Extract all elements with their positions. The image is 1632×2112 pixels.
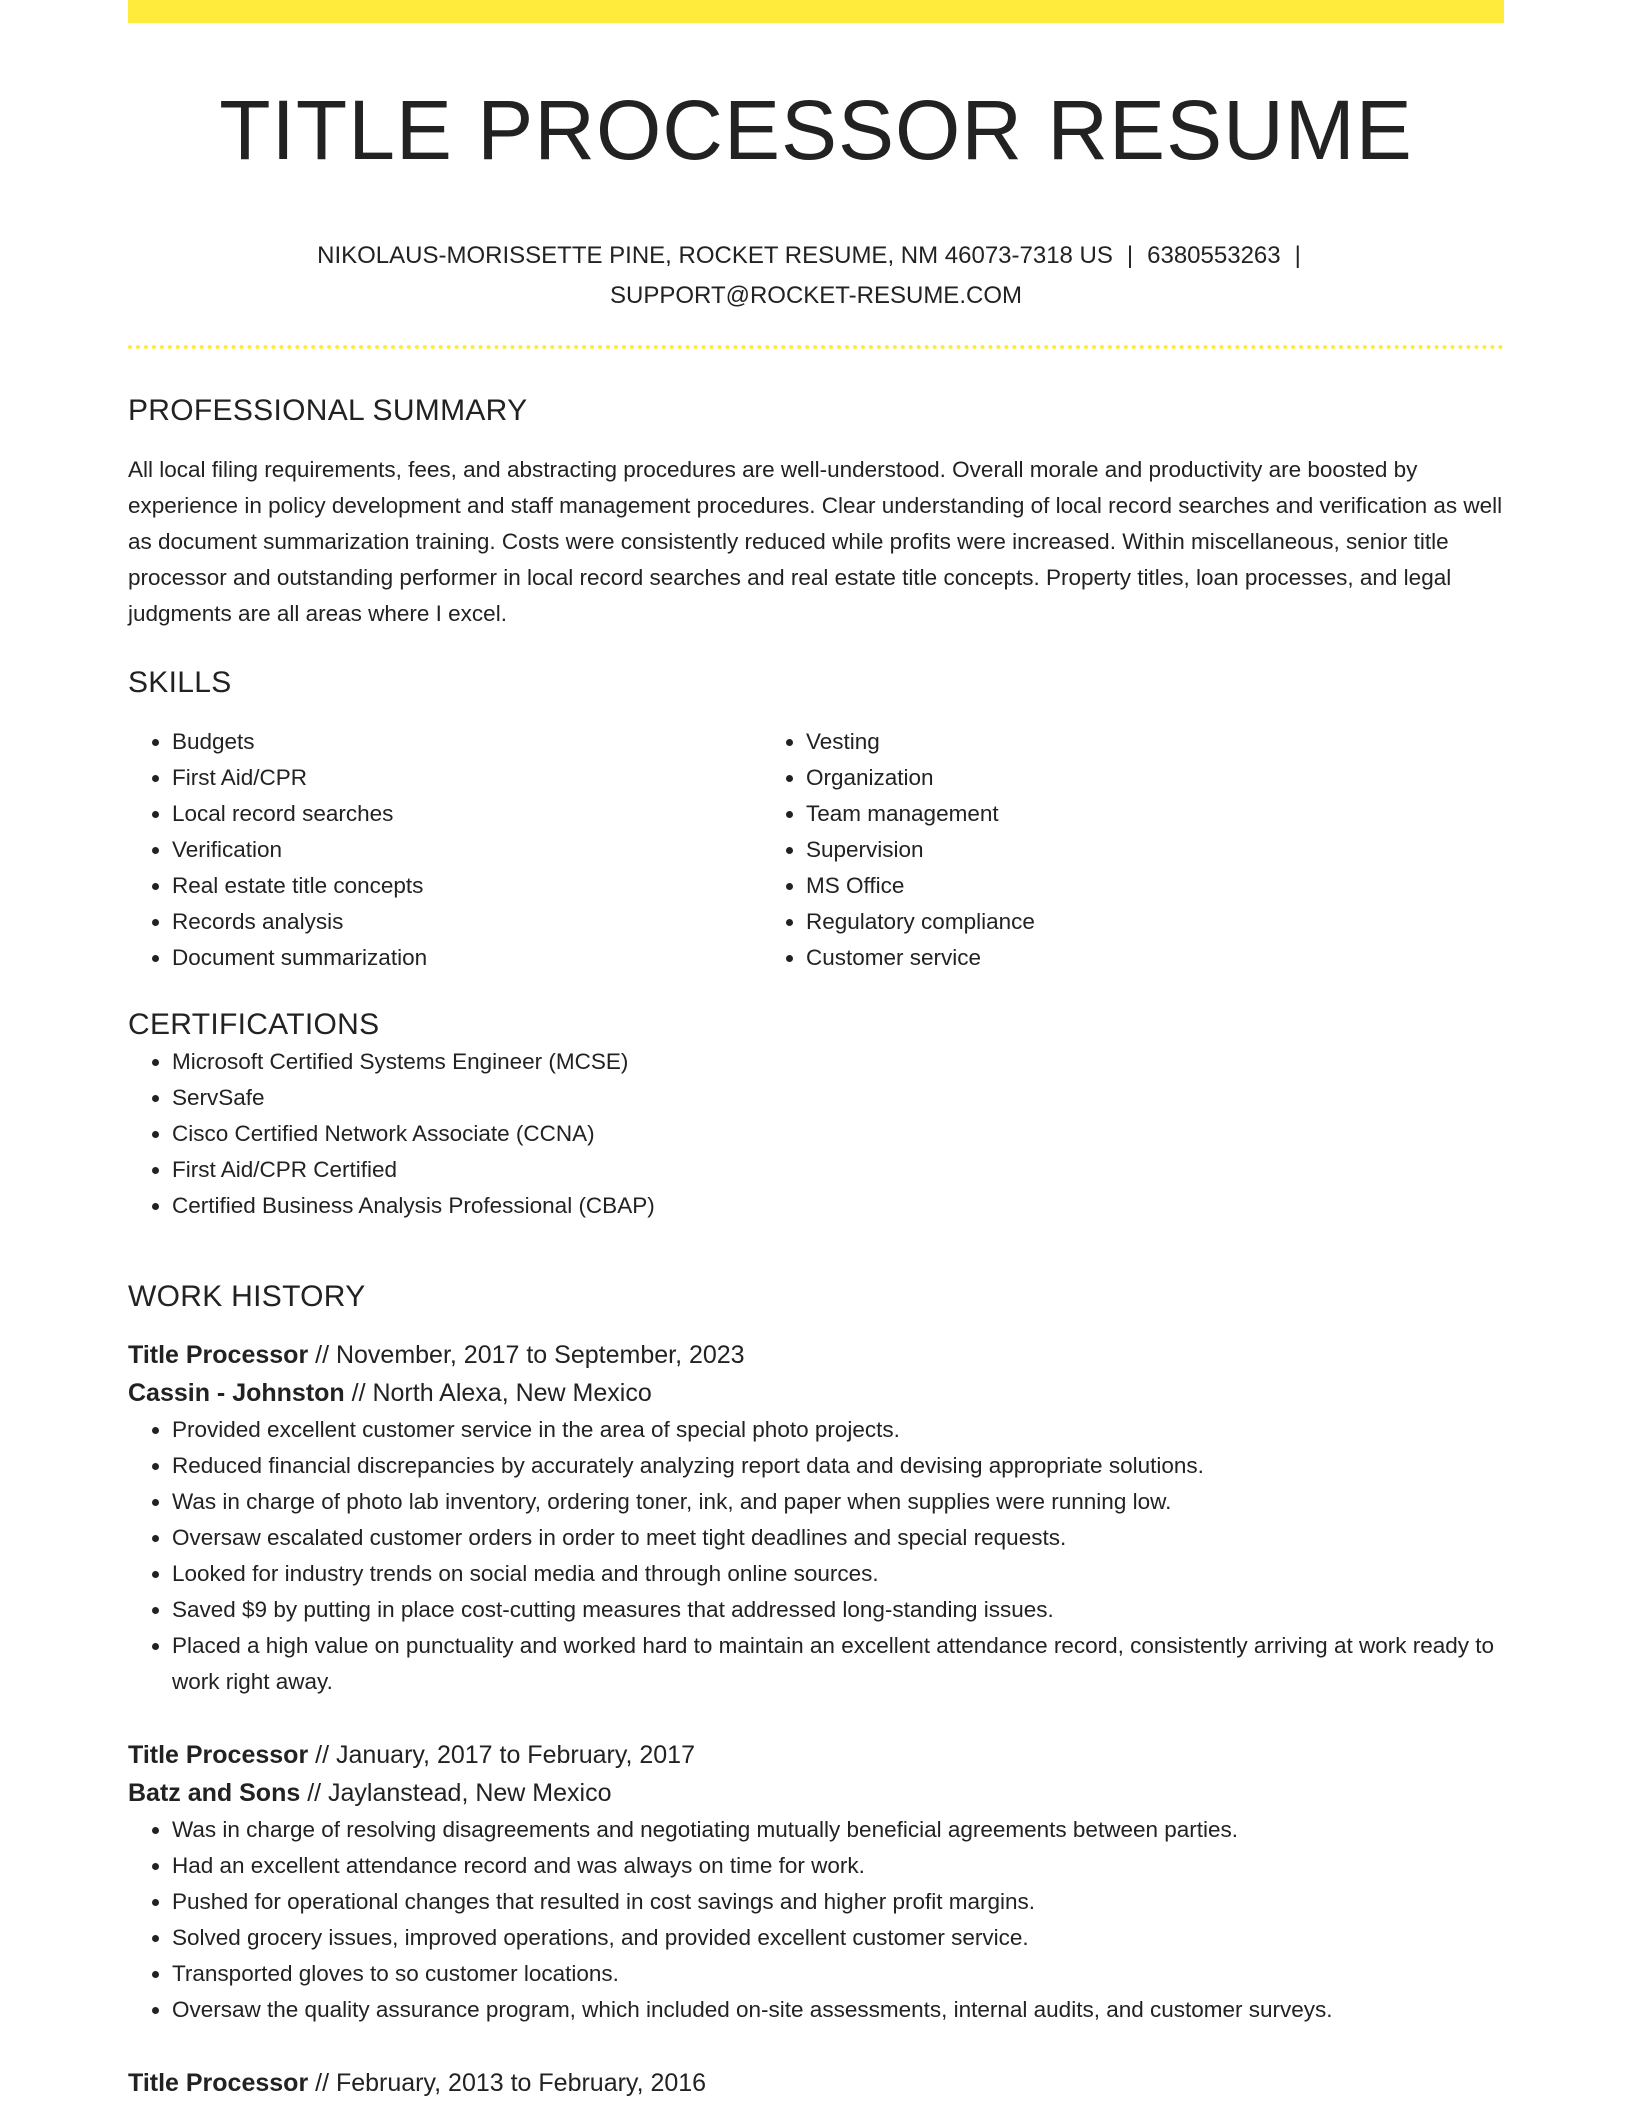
contact-email: SUPPORT@ROCKET-RESUME.COM: [610, 282, 1022, 309]
job-title: Title Processor: [128, 1341, 309, 1369]
certification-item: • Cisco Certified Network Associate (CCNA): [172, 1116, 1504, 1152]
work-history-section: [128, 1278, 1504, 2102]
summary-text: All local filing requirements, fees, and abstracting procedures are well-understood. Overall morale and productivity are boosted by experience in policy development and staff management procedures. Clear understanding of local record searches and verification as well as document summarization training. Costs were consistently reduced while profits were increased. Within miscellaneous, senior title processor and outstanding performer in local record searches and real estate title concepts. Property titles, loan processes, and legal judgments are all areas where I excel.: [128, 457, 1503, 626]
skills-section: [128, 664, 1504, 976]
certification-item: • Microsoft Certified Systems Engineer (MCSE): [172, 1044, 1504, 1080]
skill-item: • Organization: [806, 760, 1396, 796]
job-title-line: [128, 2064, 1504, 2102]
job-location: // Jaylanstead, New Mexico: [300, 1779, 612, 1807]
job-bullet: • Was in charge of photo lab inventory, ordering toner, ink, and paper when supplies were running low.: [172, 1484, 1504, 1520]
job-bullet: • Transported gloves to so customer locations.: [172, 1956, 1504, 1992]
certification-item: • Certified Business Analysis Professional (CBAP): [172, 1188, 1504, 1224]
top-accent-bar: [128, 0, 1504, 23]
job-company: Cassin - Johnston: [128, 1379, 345, 1407]
job-bullets: [128, 1412, 1504, 1700]
skills-columns: [128, 724, 1504, 976]
job-bullet: • Had an excellent attendance record and was always on time for work.: [172, 1848, 1504, 1884]
skill-item: • Vesting: [806, 724, 1396, 760]
job-dates: // November, 2017 to September, 2023: [308, 1341, 745, 1369]
job-company-line: [128, 1774, 1504, 1812]
job-company: Batz and Sons: [128, 1779, 301, 1807]
job-bullet: • Was in charge of resolving disagreements and negotiating mutually beneficial agreements between parties.: [172, 1812, 1504, 1848]
job-location: // North Alexa, New Mexico: [344, 1379, 652, 1407]
job-bullet: • Looked for industry trends on social media and through online sources.: [172, 1556, 1504, 1592]
skills-heading: SKILLS: [128, 666, 232, 699]
header-divider: [128, 345, 1504, 349]
job-title: Title Processor: [128, 2069, 309, 2097]
job-dates: // January, 2017 to February, 2017: [308, 1741, 695, 1769]
job-title-line: [128, 1736, 1504, 1774]
job-bullet: • Pushed for operational changes that resulted in cost savings and higher profit margins.: [172, 1884, 1504, 1920]
job-bullet: • Reduced financial discrepancies by accurately analyzing report data and devising appropriate solutions.: [172, 1448, 1504, 1484]
job-title-line: [128, 1336, 1504, 1374]
resume-page: [128, 0, 1504, 2112]
job-dates: // February, 2013 to February, 2016: [308, 2069, 707, 2097]
certifications-heading: CERTIFICATIONS: [128, 1008, 380, 1041]
contact-separator: |: [1294, 242, 1301, 269]
skills-list-left: [128, 724, 762, 976]
work-history-heading: WORK HISTORY: [128, 1280, 366, 1313]
skill-item: • Regulatory compliance: [806, 904, 1396, 940]
skill-item: • Local record searches: [172, 796, 762, 832]
job-bullets: [128, 1812, 1504, 2028]
job-bullet: • Oversaw escalated customer orders in order to meet tight deadlines and special requests.: [172, 1520, 1504, 1556]
job-entry: [128, 1736, 1504, 2028]
certifications-section: [128, 1006, 1504, 1224]
skill-item: • Verification: [172, 832, 762, 868]
skill-item: • Team management: [806, 796, 1396, 832]
resume-title: TITLE PROCESSOR RESUME: [219, 83, 1413, 177]
job-title: Title Processor: [128, 1741, 309, 1769]
skill-item: • Records analysis: [172, 904, 762, 940]
skill-item: • First Aid/CPR: [172, 760, 762, 796]
skill-item: • Budgets: [172, 724, 762, 760]
job-entry: [128, 2064, 1504, 2102]
job-bullet: • Placed a high value on punctuality and worked hard to maintain an excellent attendance record, consistently arriving at work ready to work right away.: [172, 1628, 1504, 1700]
certification-item: • First Aid/CPR Certified: [172, 1152, 1504, 1188]
summary-section: [128, 392, 1504, 632]
certifications-list: [128, 1044, 1504, 1224]
skills-list-right: [762, 724, 1396, 976]
contact-separator: |: [1126, 242, 1134, 269]
contact-phone: 6380553263: [1147, 242, 1281, 269]
job-bullet: • Provided excellent customer service in the area of special photo projects.: [172, 1412, 1504, 1448]
skill-item: • Supervision: [806, 832, 1396, 868]
certification-item: • ServSafe: [172, 1080, 1504, 1116]
contact-address: NIKOLAUS-MORISSETTE PINE, ROCKET RESUME, NM 46073-7318 US: [317, 242, 1113, 269]
summary-heading: PROFESSIONAL SUMMARY: [128, 394, 528, 427]
job-bullet: • Solved grocery issues, improved operations, and provided excellent customer service.: [172, 1920, 1504, 1956]
job-bullet: • Saved $9 by putting in place cost-cutting measures that addressed long-standing issues.: [172, 1592, 1504, 1628]
job-entry: [128, 1336, 1504, 1700]
skill-item: • Document summarization: [172, 940, 762, 976]
contact-info: [128, 236, 1504, 316]
skill-item: • Real estate title concepts: [172, 868, 762, 904]
job-bullet: • Oversaw the quality assurance program, which included on-site assessments, internal audits, and customer surveys.: [172, 1992, 1504, 2028]
job-company-line: [128, 1374, 1504, 1412]
skill-item: • Customer service: [806, 940, 1396, 976]
skill-item: • MS Office: [806, 868, 1396, 904]
